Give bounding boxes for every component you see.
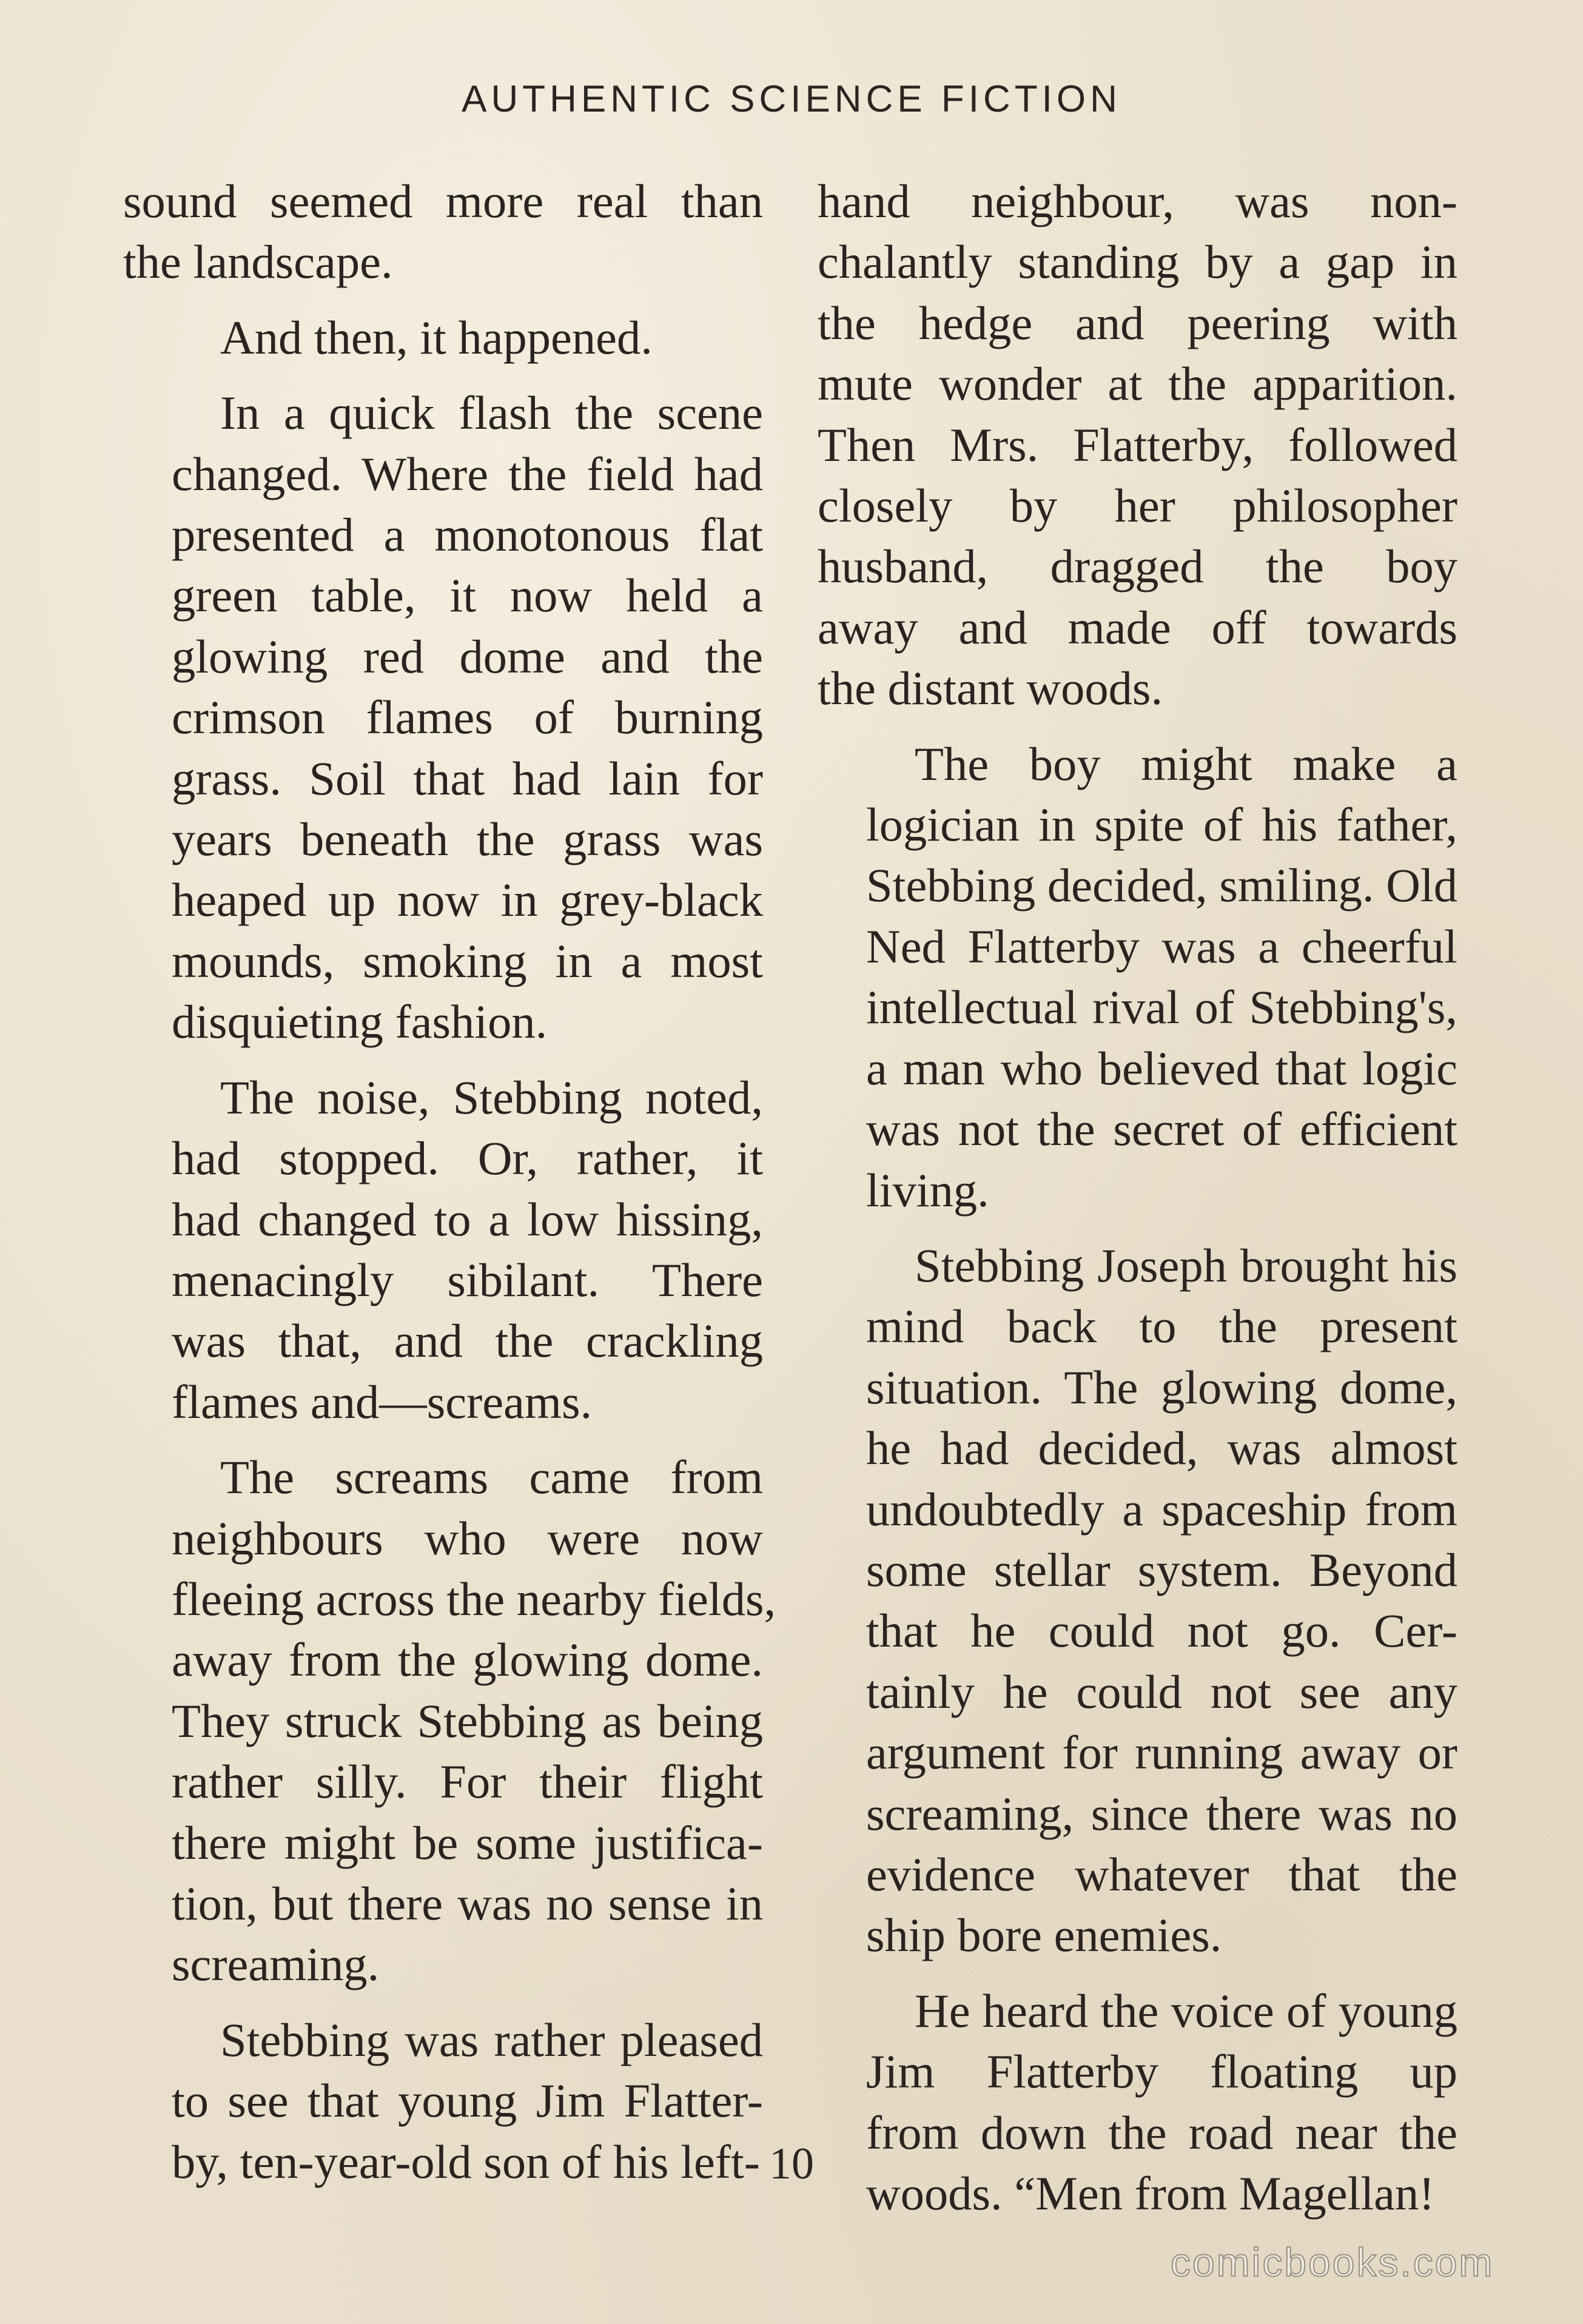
running-head: AUTHENTIC SCIENCE FICTION — [462, 78, 1121, 120]
text-line: years beneath the grass was — [172, 813, 763, 866]
text-line: rather silly. For their flight — [172, 1755, 763, 1808]
text-line: presented a monotonous flat — [172, 508, 763, 562]
text-line: Then Mrs. Flatterby, followed — [818, 418, 1457, 471]
text-line: had stopped. Or, rather, it — [172, 1132, 763, 1185]
text-line: logician in spite of his father, — [866, 798, 1457, 851]
text-line: The screams came from — [220, 1451, 763, 1504]
text-line: evidence whatever that the — [866, 1847, 1457, 1901]
text-line: ship bore enemies. — [866, 1909, 1222, 1962]
text-line: had changed to a low hissing, — [172, 1192, 763, 1246]
text-line: green table, it now held a — [172, 569, 763, 622]
text-line: there might be some justifica- — [172, 1816, 763, 1869]
text-line: closely by her philosopher — [818, 479, 1457, 532]
text-line: flames and—screams. — [172, 1375, 593, 1428]
text-line: disquieting fashion. — [172, 995, 548, 1049]
text-line: In a quick flash the scene — [220, 386, 763, 440]
paragraph — [123, 1447, 776, 1995]
text-line: the distant woods. — [818, 662, 1163, 715]
paragraph — [123, 1067, 763, 1432]
text-line: tion, but there was no sense in — [172, 1876, 763, 1930]
text-line: tainly he could not see any — [866, 1665, 1457, 1718]
left-text-column — [123, 171, 776, 2207]
text-line: Ned Flatterby was a cheerful — [866, 919, 1457, 973]
text-line: living. — [866, 1163, 989, 1217]
text-line: He heard the voice of young — [915, 1984, 1457, 2037]
text-line: to see that young Jim Flatter- — [172, 2074, 763, 2128]
text-line: The noise, Stebbing noted, — [220, 1070, 763, 1124]
text-line: Stebbing decided, smiling. Old — [866, 859, 1457, 912]
text-line: was not the secret of efficient — [866, 1103, 1457, 1156]
text-line: sound seemed more real than — [123, 175, 763, 227]
text-line: husband, dragged the boy — [818, 540, 1457, 593]
text-line: away from the glowing dome. — [172, 1633, 763, 1687]
text-line: he had decided, was almost — [866, 1422, 1457, 1475]
text-line: grass. Soil that had lain for — [172, 751, 763, 805]
text-line: glowing red dome and the — [172, 630, 763, 683]
text-line: that he could not go. Cer- — [866, 1604, 1457, 1657]
text-line: fleeing across the nearby fields, — [172, 1572, 776, 1625]
text-line: argument for running away or — [866, 1726, 1457, 1779]
paragraph — [123, 307, 763, 368]
text-line: a man who believed that logic — [866, 1041, 1457, 1095]
paragraph — [818, 1235, 1457, 1966]
text-line: screaming. — [172, 1938, 380, 1991]
text-line: They struck Stebbing as being — [172, 1694, 763, 1747]
text-line: away and made off towards — [818, 600, 1457, 654]
text-line: the landscape. — [123, 235, 393, 289]
text-line: by, ten-year-old son of his left- — [172, 2135, 760, 2188]
text-line: changed. Where the field had — [172, 447, 763, 500]
text-line: mute wonder at the apparition. — [818, 357, 1457, 411]
text-line: Stebbing Joseph brought his — [915, 1238, 1457, 1292]
page-number: 10 — [769, 2139, 814, 2189]
text-line: was that, and the crackling — [172, 1314, 763, 1368]
text-line: heaped up now in grey-black — [172, 873, 763, 927]
text-line: from down the road near the — [866, 2106, 1457, 2159]
paragraph — [123, 383, 763, 1052]
text-line: the hedge and peering with — [818, 296, 1457, 349]
text-line: Stebbing was rather pleased — [220, 2013, 763, 2066]
text-line: mounds, smoking in a most — [172, 934, 763, 987]
text-line: And then, it happened. — [220, 311, 653, 364]
text-line: chalantly standing by a gap in — [818, 235, 1457, 289]
text-line: screaming, since there was no — [866, 1787, 1457, 1840]
paragraph — [818, 734, 1457, 1221]
right-text-column — [818, 171, 1457, 2238]
text-line: neighbours who were now — [172, 1511, 763, 1565]
text-line: mind back to the present — [866, 1300, 1457, 1353]
watermark-logo: comicbooks.com — [1171, 2240, 1494, 2285]
text-line: woods. “Men from Magellan! — [866, 2167, 1435, 2220]
text-line: situation. The glowing dome, — [866, 1360, 1457, 1414]
text-line: crimson flames of burning — [172, 691, 763, 744]
paragraph — [818, 171, 1457, 719]
text-line: hand neighbour, was non- — [818, 175, 1457, 227]
paragraph — [123, 171, 763, 293]
text-line: some stellar system. Beyond — [866, 1543, 1457, 1596]
text-line: menacingly sibilant. There — [172, 1253, 763, 1306]
text-line: The boy might make a — [915, 737, 1457, 790]
text-line: intellectual rival of Stebbing's, — [866, 981, 1457, 1034]
text-line: undoubtedly a spaceship from — [866, 1482, 1457, 1536]
text-line: Jim Flatterby floating up — [866, 2045, 1457, 2098]
